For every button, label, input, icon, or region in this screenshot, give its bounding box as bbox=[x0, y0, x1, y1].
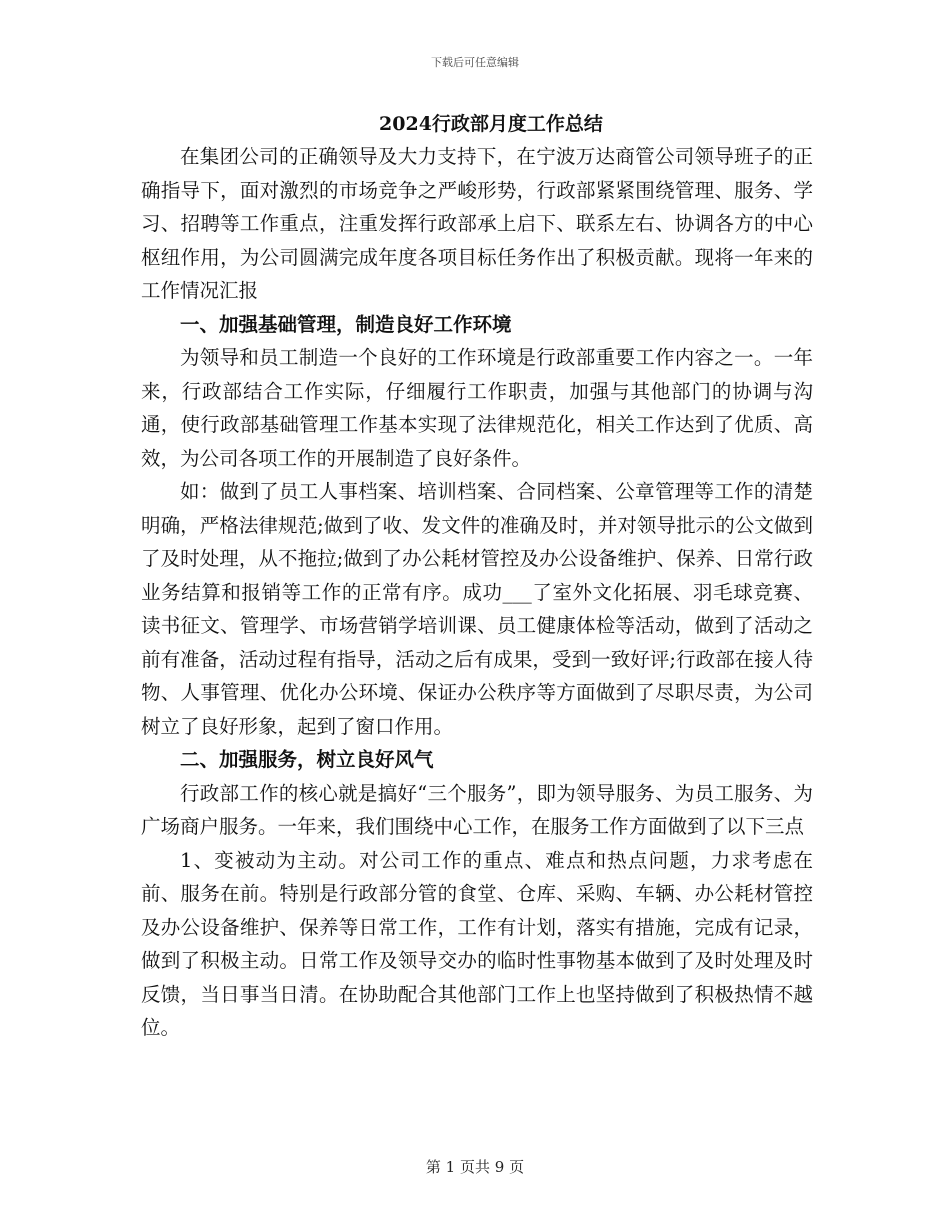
section-1-paragraph-2: 如：做到了员工人事档案、培训档案、合同档案、公章管理等工作的清楚明确，严格法律规范;做到了收、发文件的准确及时，并对领导批示的公文做到了及时处理，从不拖拉;做到了办公耗材管控及办公设备维护、保养、日常行政业务结算和报销等工作的正常有序。成功___了室外文化拓展、羽毛球竞赛、读书征文、管理学、市场营销学培训课、员工健康体检等活动，做到了活动之前有准备，活动过程有指导，活动之后有成果，受到一致好评;行政部在接人待物、人事管理、优化办公环境、保证办公秩序等方面做到了尽职尽责，为公司树立了良好形象，起到了窗口作用。 bbox=[141, 480, 813, 738]
section-1-paragraph-1: 为领导和员工制造一个良好的工作环境是行政部重要工作内容之一。一年来，行政部结合工作实际，仔细履行工作职责，加强与其他部门的协调与沟通，使行政部基础管理工作基本实现了法律规范化，相关工作达到了优质、高效，为公司各项工作的开展制造了良好条件。 bbox=[141, 346, 813, 470]
section-heading-2: 二、加强服务，树立良好风气 bbox=[180, 748, 434, 771]
section-2-paragraph-1: 行政部工作的核心就是搞好“三个服务”，即为领导服务、为员工服务、为广场商户服务。一年来，我们围绕中心工作，在服务工作方面做到了以下三点 bbox=[141, 781, 813, 838]
section-heading-1: 一、加强基础管理，制造良好工作环境 bbox=[180, 312, 512, 336]
document-title: 2024行政部月度工作总结 bbox=[379, 113, 603, 135]
document-body bbox=[141, 108, 813, 1045]
intro-paragraph: 在集团公司的正确领导及大力支持下，在宁波万达商管公司领导班子的正确指导下，面对激烈的市场竞争之严峻形势，行政部紧紧围绕管理、服务、学习、招聘等工作重点，注重发挥行政部承上启下、联系左右、协调各方的中心枢纽作用，为公司圆满完成年度各项目标任务作出了积极贡献。现将一年来的工作情况汇报 bbox=[141, 145, 813, 302]
page-number: 第 1 页共 9 页 bbox=[425, 1158, 525, 1176]
section-2-paragraph-2: 1、变被动为主动。对公司工作的重点、难点和热点问题，力求考虑在前、服务在前。特别是行政部分管的食堂、仓库、采购、车辆、办公耗材管控及办公设备维护、保养等日常工作，工作有计划，落实有措施，完成有记录，做到了积极主动。日常工作及领导交办的临时性事物基本做到了及时处理及时反馈，当日事当日清。在协助配合其他部门工作上也坚持做到了积极热情不越位。 bbox=[141, 848, 813, 1039]
page-header-note: 下载后可任意编辑 bbox=[431, 56, 519, 69]
